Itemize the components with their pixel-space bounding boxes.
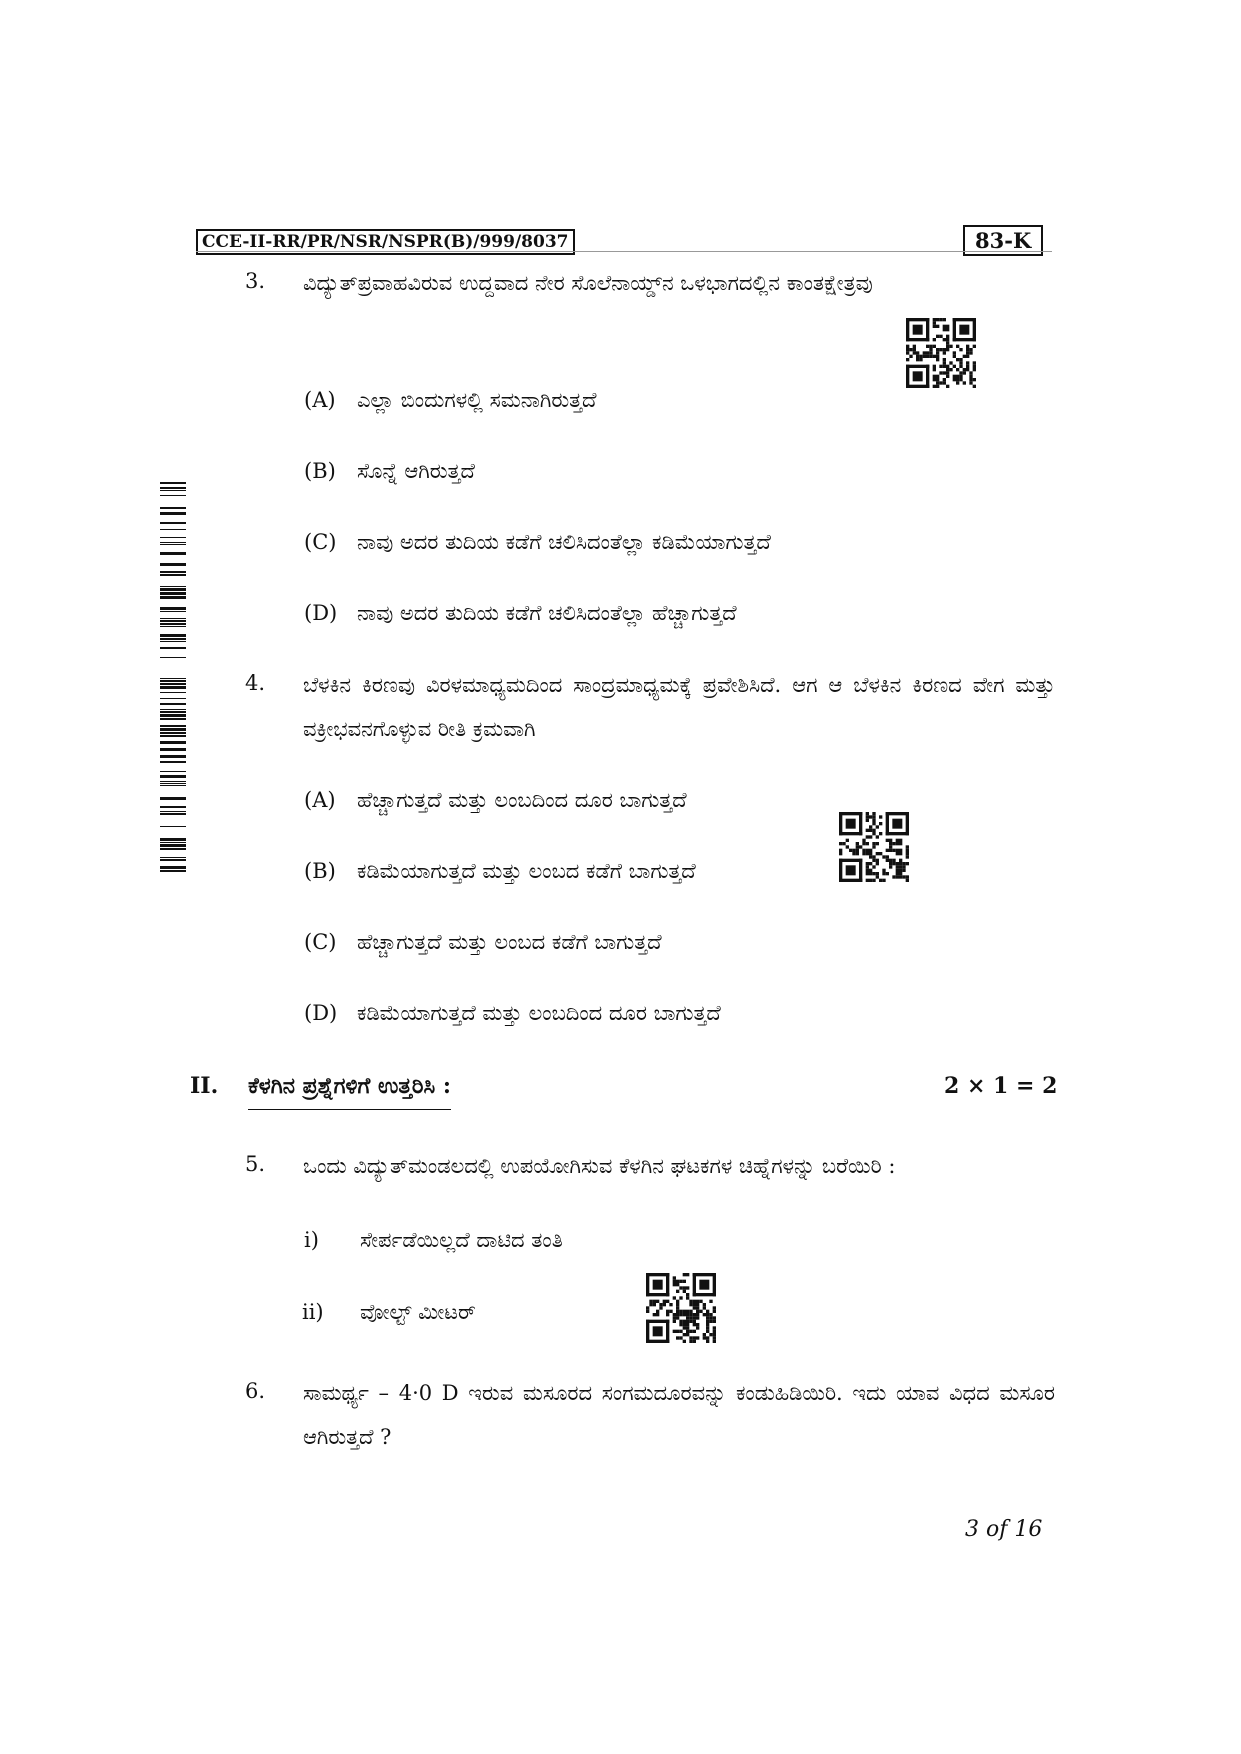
question-3-number: 3. bbox=[245, 269, 266, 293]
question-4-option-d-label: (D) bbox=[304, 1001, 338, 1025]
page-number: 3 of 16 bbox=[965, 1517, 1043, 1542]
question-3-option-c-label: (C) bbox=[304, 530, 337, 554]
question-paper-code: CCE-II-RR/PR/NSR/NSPR(B)/999/8037 bbox=[196, 229, 575, 255]
question-3-option-b-label: (B) bbox=[304, 459, 336, 483]
question-5-item-i-text: ಸೇರ್ಪಡೆಯಿಲ್ಲದೆ ದಾಟಿದ ತಂತಿ bbox=[360, 1228, 563, 1252]
section-marks: 2 × 1 = 2 bbox=[944, 1073, 1058, 1099]
question-5-item-ii-text: ವೋಲ್ಟ್ ಮೀಟರ್ bbox=[360, 1300, 476, 1324]
question-3-option-c-text: ನಾವು ಅದರ ತುದಿಯ ಕಡೆಗೆ ಚಲಿಸಿದಂತೆಲ್ಲಾ ಕಡಿಮೆಯಾಗುತ್ತದೆ bbox=[357, 530, 771, 554]
section-title: ಕೆಳಗಿನ ಪ್ರಶ್ನೆಗಳಿಗೆ ಉತ್ತರಿಸಿ : bbox=[248, 1073, 451, 1110]
question-4-option-a-text: ಹೆಚ್ಚಾಗುತ್ತದೆ ಮತ್ತು ಲಂಬದಿಂದ ದೂರ ಬಾಗುತ್ತದೆ bbox=[357, 788, 687, 812]
header-divider bbox=[196, 251, 1052, 252]
question-5-item-ii-label: ii) bbox=[302, 1300, 324, 1324]
question-4-text: ಬೆಳಕಿನ ಕಿರಣವು ವಿರಳಮಾಧ್ಯಮದಿಂದ ಸಾಂದ್ರಮಾಧ್ಯಮಕ್ಕೆ ಪ್ರವೇಶಿಸಿದೆ. ಆಗ ಆ ಬೆಳಕಿನ ಕಿರಣದ ವೇಗ ಮತ್ತು ವಕ್ರೀಭವನಗೊಳ್ಳುವ ರೀತಿ ಕ್ರಮವಾಗಿ bbox=[303, 673, 1055, 741]
question-3-text: ವಿದ್ಯುತ್‌ಪ್ರವಾಹವಿರುವ ಉದ್ದವಾದ ನೇರ ಸೊಲೆನಾಯ್ಡ್‌ನ ಒಳಭಾಗದಲ್ಲಿನ ಕಾಂತಕ್ಷೇತ್ರವು bbox=[303, 271, 873, 295]
question-4-number: 4. bbox=[245, 671, 266, 695]
question-3-option-d-text: ನಾವು ಅದರ ತುದಿಯ ಕಡೆಗೆ ಚಲಿಸಿದಂತೆಲ್ಲಾ ಹೆಚ್ಚಾಗುತ್ತದೆ bbox=[357, 601, 737, 625]
question-3-option-d-label: (D) bbox=[304, 601, 338, 625]
question-6-text: ಸಾಮರ್ಥ್ಯ – 4·0 D ಇರುವ ಮಸೂರದ ಸಂಗಮದೂರವನ್ನು ಕಂಡುಹಿಡಿಯಿರಿ. ಇದು ಯಾವ ವಿಧದ ಮಸೂರ ಆಗಿರುತ್ತದೆ ? bbox=[303, 1381, 1055, 1449]
question-5-number: 5. bbox=[245, 1152, 266, 1176]
question-3-option-a-label: (A) bbox=[304, 388, 336, 412]
qr-code-icon bbox=[906, 318, 976, 388]
question-4-option-b-label: (B) bbox=[304, 859, 336, 883]
question-6-number: 6. bbox=[245, 1379, 266, 1403]
question-4-option-c-label: (C) bbox=[304, 930, 337, 954]
qr-code-icon bbox=[646, 1273, 716, 1343]
question-3-option-b-text: ಸೊನ್ನೆ ಆಗಿರುತ್ತದೆ bbox=[357, 459, 475, 483]
question-5-text: ಒಂದು ವಿದ್ಯುತ್‌ಮಂಡಲದಲ್ಲಿ ಉಪಯೋಗಿಸುವ ಕೆಳಗಿನ ಘಟಕಗಳ ಚಿಹ್ನೆಗಳನ್ನು ಬರೆಯಿರಿ : bbox=[303, 1154, 896, 1178]
section-number: II. bbox=[190, 1073, 219, 1099]
qr-code-icon bbox=[839, 812, 909, 882]
question-3-option-a-text: ಎಲ್ಲಾ ಬಿಂದುಗಳಲ್ಲಿ ಸಮನಾಗಿರುತ್ತದೆ bbox=[357, 388, 597, 412]
question-4-option-a-label: (A) bbox=[304, 788, 336, 812]
barcode-icon bbox=[160, 482, 186, 872]
question-4-option-d-text: ಕಡಿಮೆಯಾಗುತ್ತದೆ ಮತ್ತು ಲಂಬದಿಂದ ದೂರ ಬಾಗುತ್ತದೆ bbox=[357, 1001, 721, 1025]
paper-code-badge: 83-K bbox=[963, 225, 1043, 256]
question-4-option-b-text: ಕಡಿಮೆಯಾಗುತ್ತದೆ ಮತ್ತು ಲಂಬದ ಕಡೆಗೆ ಬಾಗುತ್ತದೆ bbox=[357, 859, 696, 883]
question-5-item-i-label: i) bbox=[304, 1228, 319, 1252]
question-4-option-c-text: ಹೆಚ್ಚಾಗುತ್ತದೆ ಮತ್ತು ಲಂಬದ ಕಡೆಗೆ ಬಾಗುತ್ತದೆ bbox=[357, 930, 662, 954]
